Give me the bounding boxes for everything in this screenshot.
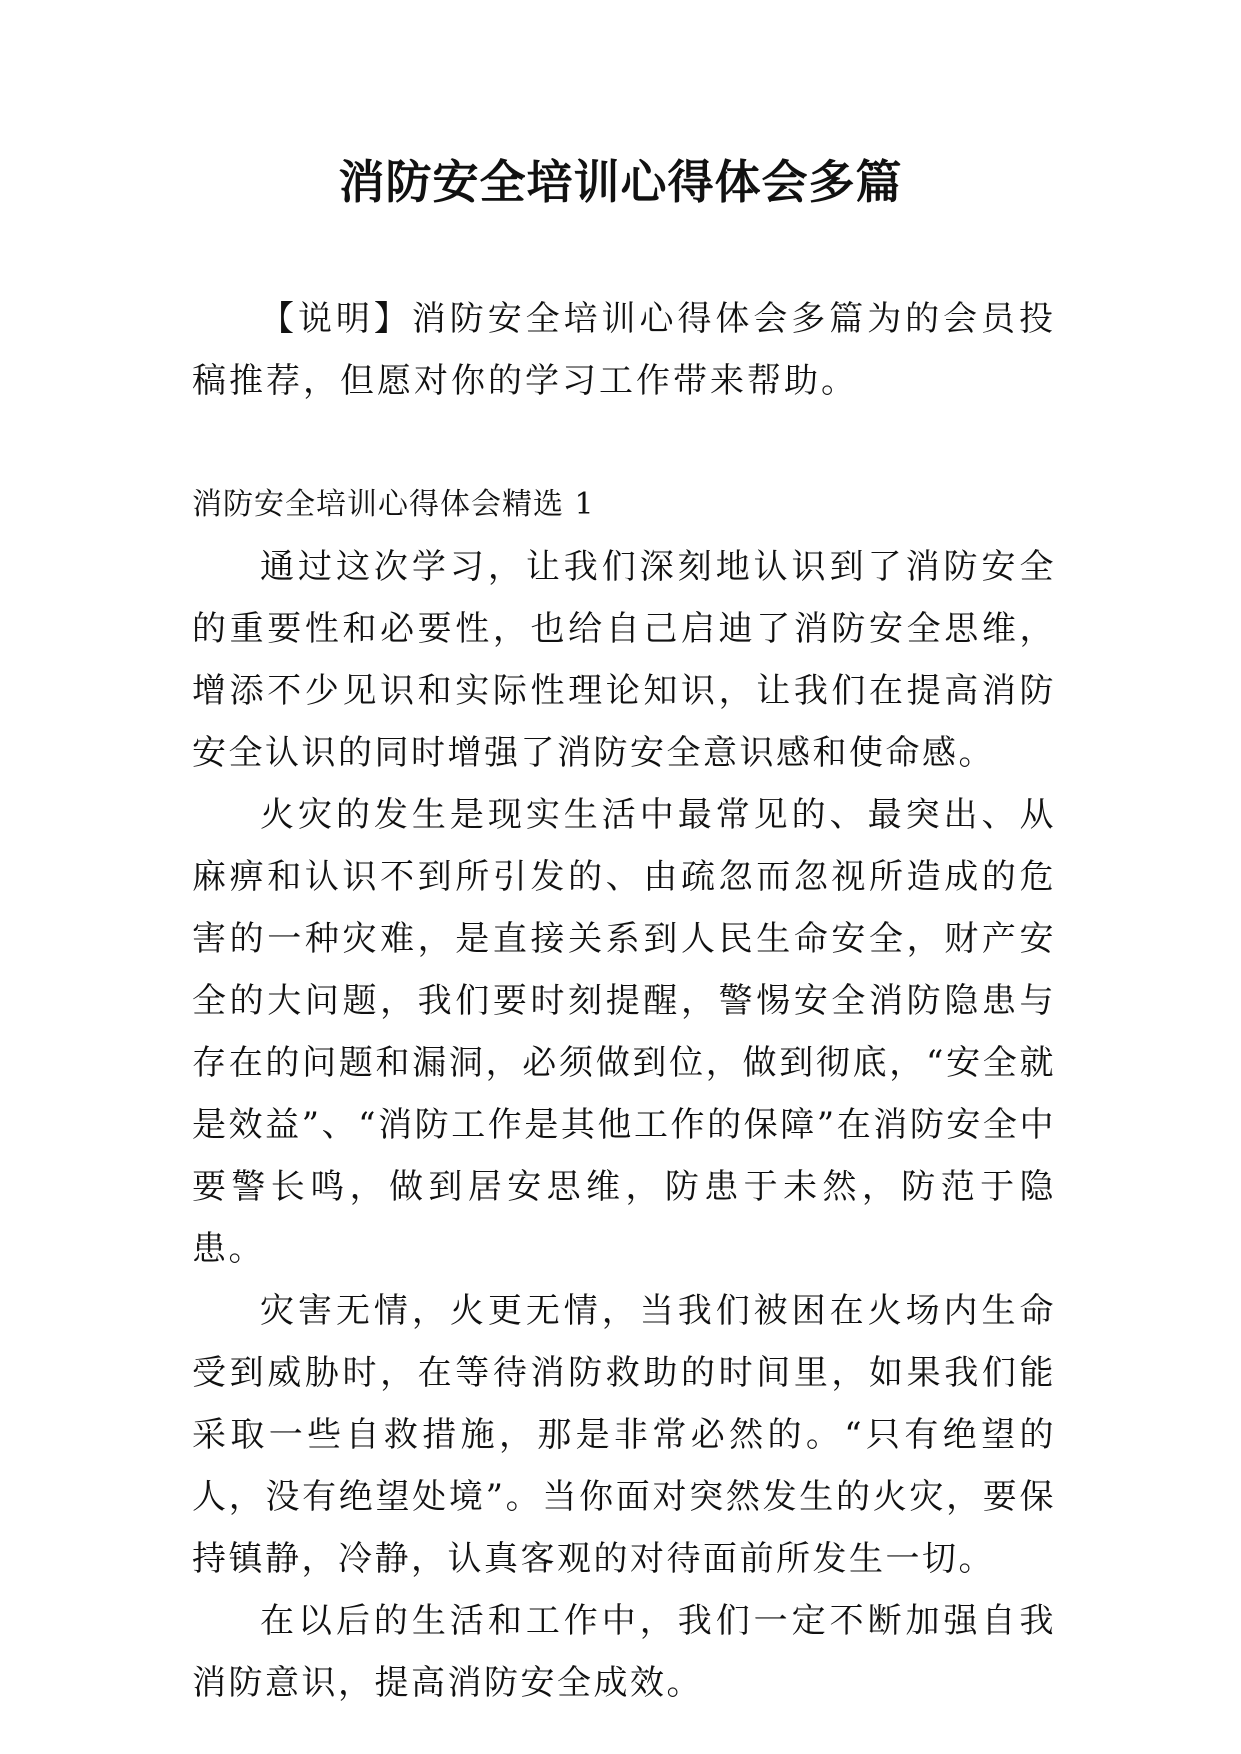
document-title: 消防安全培训心得体会多篇 (338, 155, 903, 209)
document-body (192, 288, 1056, 1714)
section-title: 消防安全培训心得体会精选 1 (192, 487, 595, 522)
body-paragraph-4: 在以后的生活和工作中，我们一定不断加强自我消防意识，提高消防安全成效。 (192, 1601, 1056, 1703)
body-paragraph-3: 灾害无情，火更无情，当我们被困在火场内生命受到威胁时，在等待消防救助的时间里，如果我们能采取一些自救措施，那是非常必然的。“只有绝望的人，没有绝望处境”。当你面对突然发生的火灾，要保持镇静，冷静，认真客观的对待面前所发生一切。 (192, 1291, 1056, 1579)
spacer (192, 412, 1056, 474)
intro-paragraph: 【说明】消防安全培训心得体会多篇为的会员投稿推荐，但愿对你的学习工作带来帮助。 (192, 299, 1056, 401)
body-paragraph-2: 火灾的发生是现实生活中最常见的、最突出、从麻痹和认识不到所引发的、由疏忽而忽视所造成的危害的一种灾难，是直接关系到人民生命安全，财产安全的大问题，我们要时刻提醒，警惕安全消防隐患与存在的问题和漏洞，必须做到位，做到彻底，“安全就是效益”、“消防工作是其他工作的保障”在消防安全中要警长鸣，做到居安思维，防患于未然，防范于隐患。 (192, 795, 1056, 1269)
body-paragraph-1: 通过这次学习，让我们深刻地认识到了消防安全的重要性和必要性，也给自己启迪了消防安全思维，增添不少见识和实际性理论知识，让我们在提高消防安全认识的同时增强了消防安全意识感和使命感。 (192, 547, 1056, 773)
